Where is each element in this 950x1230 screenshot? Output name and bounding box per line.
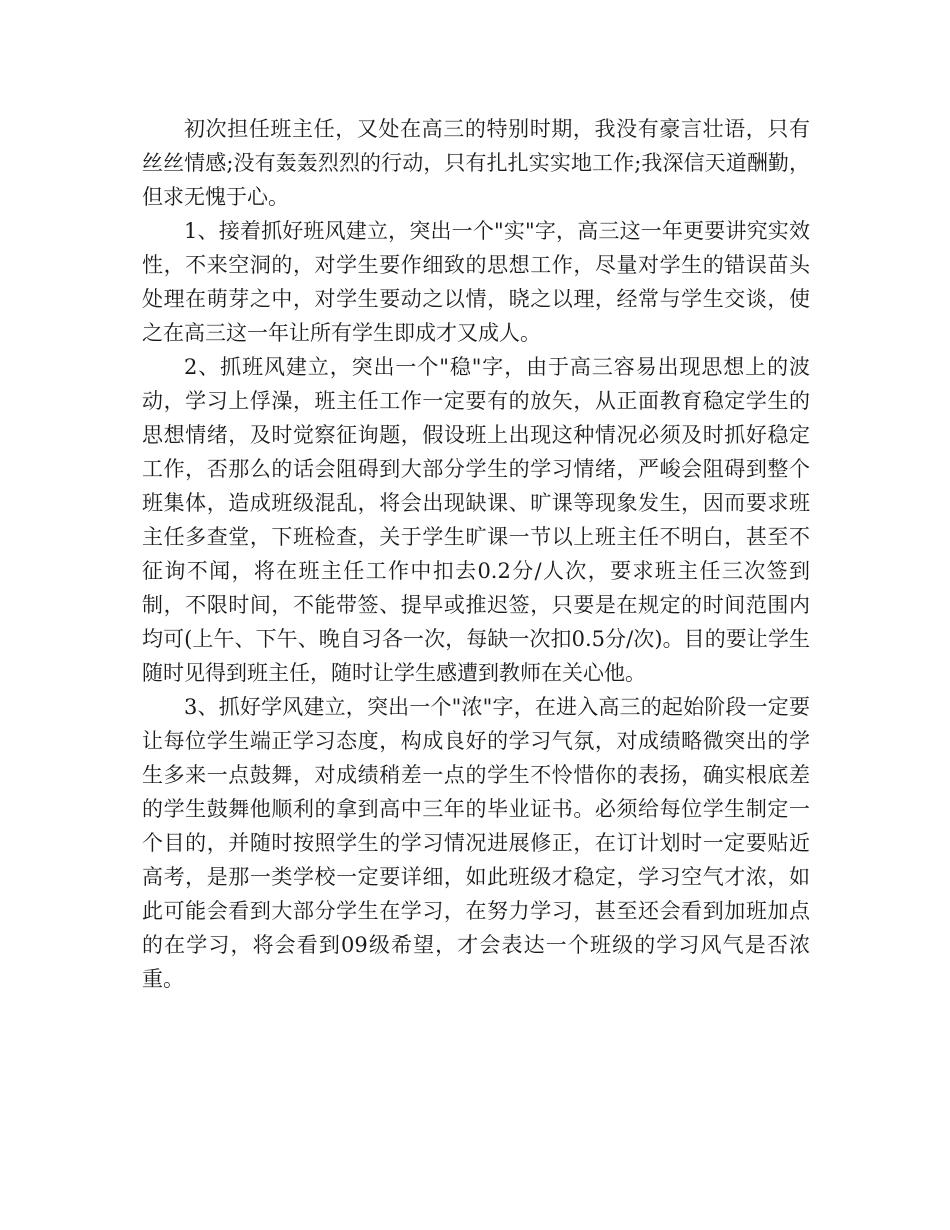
document-body — [142, 112, 810, 996]
paragraph-point-1: 1、接着抓好班风建立，突出一个"实"字，高三这一年更要讲究实效性，不来空洞的，对学生要作细致的思想工作，尽量对学生的错误苗头处理在萌芽之中，对学生要动之以情，晓之以理，经常与学生交谈，使之在高三这一年让所有学生即成才又成人。 — [142, 219, 810, 345]
paragraph-intro: 初次担任班主任，又处在高三的特别时期，我没有豪言壮语，只有丝丝情感;没有轰轰烈烈的行动，只有扎扎实实地工作;我深信天道酬勤，但求无愧于心。 — [142, 117, 810, 209]
paragraph-point-2: 2、抓班风建立，突出一个"稳"字，由于高三容易出现思想上的波动，学习上俘澡，班主任工作一定要有的放矢，从正面教育稳定学生的思想情绪，及时觉察征询题，假设班上出现这种情况必须及时抓好稳定工作，否那么的话会阻碍到大部分学生的学习情绪，严峻会阻碍到整个班集体，造成班级混乱，将会出现缺课、旷课等现象发生，因而要求班主任多查堂，下班检查，关于学生旷课一节以上班主任不明白，甚至不征询不闻，将在班主任工作中扣去0.2分/人次，要求班主任三次签到制，不限时间，不能带签、提早或推迟签，只要是在规定的时间范围内均可(上午、下午、晚自习各一次，每缺一次扣0.5分/次)。目的要让学生随时见得到班主任，随时让学生感遭到教师在关心他。 — [142, 355, 810, 685]
paragraph-point-3: 3、抓好学风建立，突出一个"浓"字，在进入高三的起始阶段一定要让每位学生端正学习态度，构成良好的学习气氛，对成绩略微突出的学生多来一点鼓舞，对成绩稍差一点的学生不怜惜你的表扬，确实根底差的学生鼓舞他顺利的拿到高中三年的毕业证书。必须给每位学生制定一个目的，并随时按照学生的学习情况进展修正，在订计划时一定要贴近高考，是那一类学校一定要详细，如此班级才稳定，学习空气才浓，如此可能会看到大部分学生在学习，在努力学习，甚至还会看到加班加点的在学习，将会看到09级希望，才会表达一个班级的学习风气是否浓重。 — [142, 695, 810, 991]
